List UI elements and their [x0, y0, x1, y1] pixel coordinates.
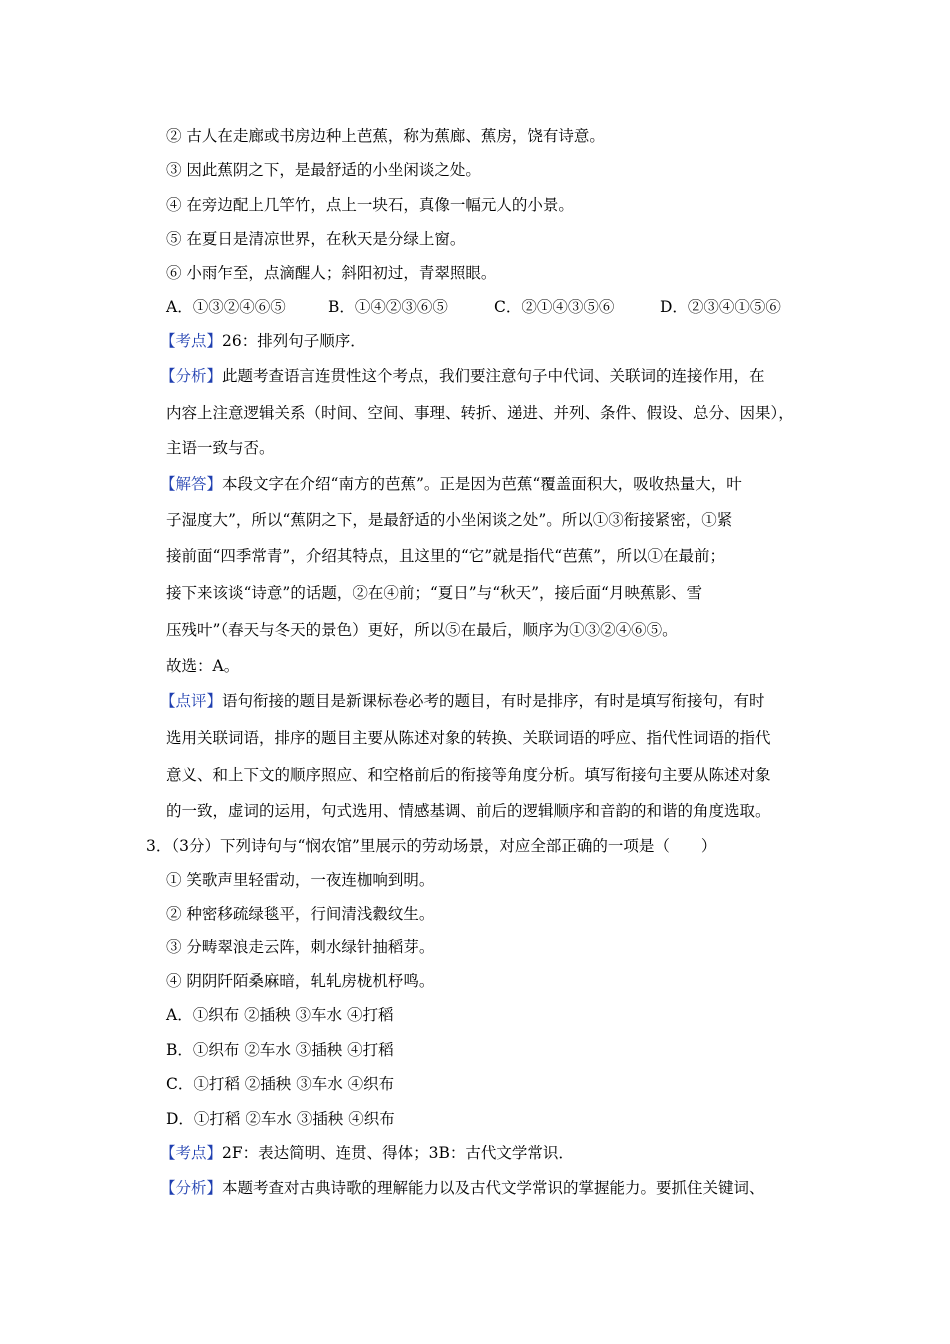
- q2-sentence-4: ④ 在旁边配上几竿竹，点上一块石，真像一幅元人的小景。: [166, 196, 574, 214]
- q2-fenxi-line-3: 主语一致与否。: [166, 439, 275, 457]
- q2-kaodian-tag: 【考点】: [160, 332, 223, 350]
- q2-sentence-2: ② 古人在走廊或书房边种上芭蕉，称为蕉廊、蕉房，饶有诗意。: [166, 127, 605, 145]
- q2-jieda-line-1: [160, 474, 742, 494]
- q2-dianping-tag: 【点评】: [160, 692, 223, 710]
- q3-title: 3．（3分）下列诗句与“悯农馆”里展示的劳动场景，对应全部正确的一项是（ ）: [146, 837, 717, 855]
- q2-dianping-line-2: 选用关联词语，排序的题目主要从陈述对象的转换、关联词语的呼应、指代性词语的指代: [166, 729, 771, 747]
- q2-fenxi-text-1: 此题考查语言连贯性这个考点，我们要注意句子中代词、关联词的连接作用，在: [222, 367, 765, 385]
- q2-fenxi-line-2: 内容上注意逻辑关系（时间、空间、事理、转折、递进、并列、条件、假设、总分、因果），: [166, 404, 794, 422]
- q2-dianping-line-3: 意义、和上下文的顺序照应、和空格前后的衔接等角度分析。填写衔接句主要从陈述对象: [166, 766, 771, 784]
- q2-options: [166, 297, 781, 317]
- q2-jieda-line-5: 压残叶”（春天与冬天的景色）更好，所以⑤在最后，顺序为①③②④⑥⑤。: [166, 621, 678, 639]
- q3-kaodian-text: 2F：表达简明、连贯、得体；3B：古代文学常识．: [222, 1144, 574, 1162]
- q3-poem-2: ② 种密移疏绿毯平，行间清浅縠纹生。: [166, 905, 435, 923]
- q2-answer: 故选：A。: [166, 657, 240, 675]
- q3-kaodian: [160, 1143, 574, 1163]
- q3-fenxi: [160, 1178, 765, 1198]
- q2-sentence-5: ⑤ 在夏日是清凉世界，在秋天是分绿上窗。: [166, 230, 466, 248]
- q2-sentence-3: ③ 因此蕉阴之下，是最舒适的小坐闲谈之处。: [166, 161, 481, 179]
- q3-option-a: A．①织布 ②插秧 ③车水 ④打稻: [166, 1006, 394, 1024]
- q3-poem-4: ④ 阴阴阡陌桑麻暗，轧轧房栊机杼鸣。: [166, 972, 435, 990]
- q2-sentence-6: ⑥ 小雨乍至，点滴醒人；斜阳初过，青翠照眼。: [166, 264, 497, 282]
- q2-option-d: D．②③④①⑤⑥: [660, 298, 781, 316]
- q3-fenxi-text: 本题考查对古典诗歌的理解能力以及古代文学常识的掌握能力。要抓住关键词、: [222, 1179, 765, 1197]
- q2-jieda-line-2: 子湿度大”，所以“蕉阴之下，是最舒适的小坐闲谈之处”。所以①③衔接紧密，①紧: [166, 511, 733, 529]
- q2-dianping-text-1: 语句衔接的题目是新课标卷必考的题目，有时是排序，有时是填写衔接句，有时: [222, 692, 765, 710]
- q2-option-b: B．①④②③⑥⑤: [328, 298, 448, 316]
- q2-jieda-tag: 【解答】: [160, 475, 223, 493]
- q2-jieda-line-4: 接下来该谈“诗意”的话题，②在④前；“夏日”与“秋天”，接后面“月映蕉影、雪: [166, 584, 702, 602]
- q3-poem-1: ① 笑歌声里轻雷动，一夜连枷响到明。: [166, 871, 435, 889]
- q3-option-b: B．①织布 ②车水 ③插秧 ④打稻: [166, 1041, 394, 1059]
- q2-fenxi-tag: 【分析】: [160, 367, 223, 385]
- q2-jieda-line-3: 接前面“四季常青”，介绍其特点，且这里的“它”就是指代“芭蕉”，所以①在最前；: [166, 547, 726, 565]
- q3-option-d: D．①打稻 ②车水 ③插秧 ④织布: [166, 1110, 395, 1128]
- q2-dianping-line-4: 的一致，虚词的运用，句式选用、情感基调、前后的逻辑顺序和音韵的和谐的角度选取。: [166, 802, 771, 820]
- q2-option-c: C．②①④③⑤⑥: [494, 298, 615, 316]
- q2-kaodian: [160, 331, 366, 351]
- q3-fenxi-tag: 【分析】: [160, 1179, 223, 1197]
- q3-poem-3: ③ 分畴翠浪走云阵，刺水绿针抽稻芽。: [166, 938, 435, 956]
- q3-kaodian-tag: 【考点】: [160, 1144, 223, 1162]
- q2-kaodian-text: 26：排列句子顺序．: [222, 332, 366, 350]
- q2-option-a: A．①③②④⑥⑤: [166, 298, 286, 316]
- q2-jieda-text-1: 本段文字在介绍“南方的芭蕉”。正是因为芭蕉“覆盖面积大，吸收热量大，叶: [222, 475, 742, 493]
- q2-fenxi-line-1: [160, 366, 765, 386]
- q3-option-c: C．①打稻 ②插秧 ③车水 ④织布: [166, 1075, 395, 1093]
- q2-dianping-line-1: [160, 691, 765, 711]
